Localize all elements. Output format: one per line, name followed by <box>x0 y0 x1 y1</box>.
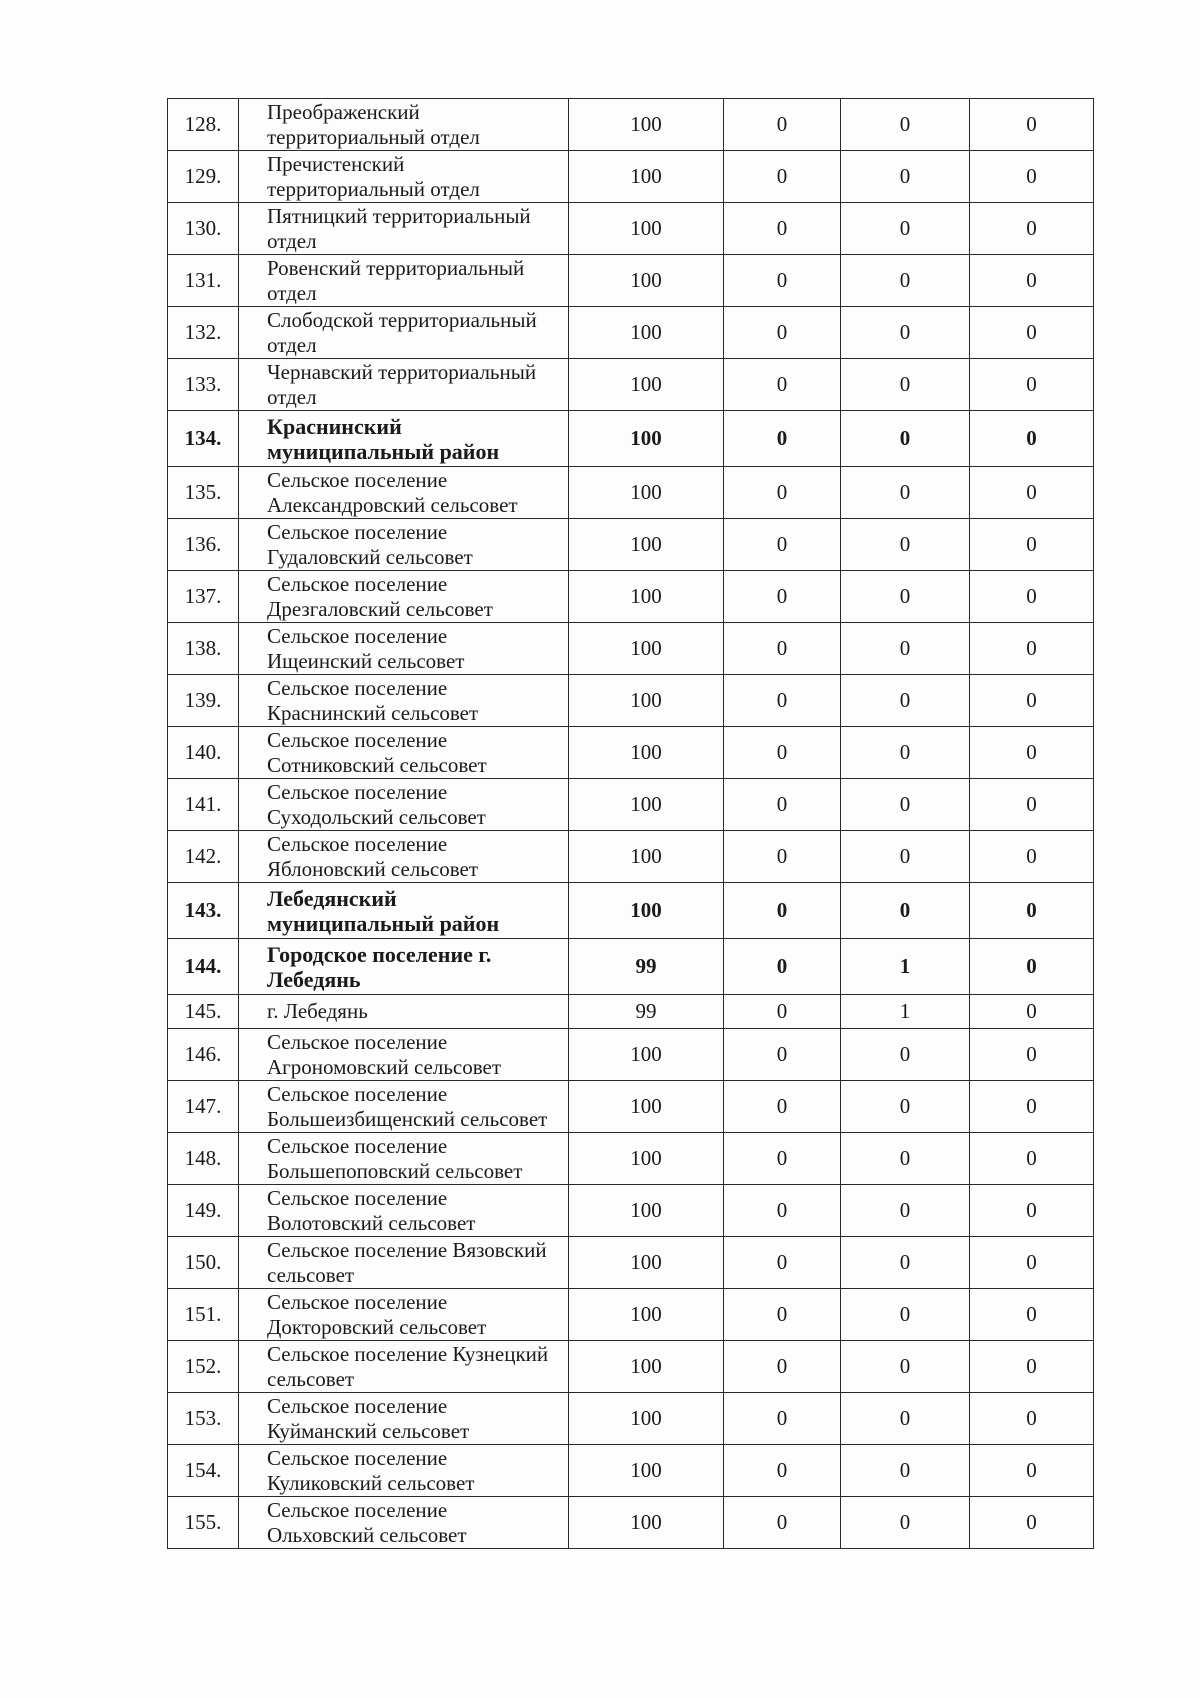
value-col-1: 100 <box>569 1393 724 1445</box>
value-col-3: 0 <box>841 1289 970 1341</box>
value-col-2: 0 <box>724 1237 841 1289</box>
value-col-3: 0 <box>841 99 970 151</box>
value-col-4: 0 <box>970 307 1094 359</box>
value-col-3: 1 <box>841 939 970 995</box>
row-number: 144. <box>168 939 239 995</box>
value-col-2: 0 <box>724 99 841 151</box>
row-number: 145. <box>168 995 239 1029</box>
value-col-4: 0 <box>970 411 1094 467</box>
row-number: 139. <box>168 675 239 727</box>
table-row <box>168 883 1094 939</box>
row-number: 131. <box>168 255 239 307</box>
table-row <box>168 1289 1094 1341</box>
table-row <box>168 831 1094 883</box>
row-number: 155. <box>168 1497 239 1549</box>
row-number: 149. <box>168 1185 239 1237</box>
value-col-3: 0 <box>841 1445 970 1497</box>
value-col-1: 100 <box>569 831 724 883</box>
value-col-2: 0 <box>724 1445 841 1497</box>
value-col-2: 0 <box>724 831 841 883</box>
value-col-2: 0 <box>724 1497 841 1549</box>
row-number: 133. <box>168 359 239 411</box>
row-name: Сельское поселение Большеизбищенский сельсовет <box>239 1081 569 1133</box>
value-col-2: 0 <box>724 1185 841 1237</box>
table-row <box>168 151 1094 203</box>
value-col-2: 0 <box>724 1393 841 1445</box>
value-col-1: 100 <box>569 255 724 307</box>
table-row <box>168 939 1094 995</box>
row-number: 146. <box>168 1029 239 1081</box>
table-row <box>168 727 1094 779</box>
value-col-2: 0 <box>724 779 841 831</box>
row-name: Сельское поселение Докторовский сельсовет <box>239 1289 569 1341</box>
row-name: Сельское поселение Куликовский сельсовет <box>239 1445 569 1497</box>
value-col-2: 0 <box>724 675 841 727</box>
value-col-2: 0 <box>724 411 841 467</box>
value-col-3: 0 <box>841 1237 970 1289</box>
table-row <box>168 1133 1094 1185</box>
row-number: 128. <box>168 99 239 151</box>
row-number: 134. <box>168 411 239 467</box>
value-col-4: 0 <box>970 1237 1094 1289</box>
row-number: 151. <box>168 1289 239 1341</box>
value-col-4: 0 <box>970 203 1094 255</box>
row-name: Лебедянский муниципальный район <box>239 883 569 939</box>
row-name: Сельское поселение Большепоповский сельсовет <box>239 1133 569 1185</box>
row-name: Сельское поселение Ищеинский сельсовет <box>239 623 569 675</box>
value-col-3: 0 <box>841 1185 970 1237</box>
value-col-4: 0 <box>970 779 1094 831</box>
value-col-2: 0 <box>724 203 841 255</box>
value-col-4: 0 <box>970 995 1094 1029</box>
value-col-3: 0 <box>841 1029 970 1081</box>
row-name: г. Лебедянь <box>239 995 569 1029</box>
row-name: Сельское поселение Кузнецкий сельсовет <box>239 1341 569 1393</box>
value-col-2: 0 <box>724 1133 841 1185</box>
value-col-2: 0 <box>724 307 841 359</box>
value-col-1: 100 <box>569 151 724 203</box>
value-col-4: 0 <box>970 571 1094 623</box>
value-col-1: 100 <box>569 1133 724 1185</box>
value-col-4: 0 <box>970 1185 1094 1237</box>
value-col-3: 0 <box>841 1081 970 1133</box>
value-col-3: 0 <box>841 255 970 307</box>
value-col-3: 0 <box>841 883 970 939</box>
value-col-4: 0 <box>970 467 1094 519</box>
table-row <box>168 623 1094 675</box>
value-col-3: 0 <box>841 359 970 411</box>
value-col-4: 0 <box>970 675 1094 727</box>
table-body <box>168 99 1094 1549</box>
row-number: 138. <box>168 623 239 675</box>
table-row <box>168 203 1094 255</box>
value-col-4: 0 <box>970 939 1094 995</box>
row-number: 136. <box>168 519 239 571</box>
value-col-1: 100 <box>569 1497 724 1549</box>
table-row <box>168 411 1094 467</box>
table-row <box>168 1081 1094 1133</box>
row-name: Преображенский территориальный отдел <box>239 99 569 151</box>
value-col-3: 0 <box>841 1497 970 1549</box>
value-col-1: 100 <box>569 411 724 467</box>
row-name: Сельское поселение Гудаловский сельсовет <box>239 519 569 571</box>
row-name: Сельское поселение Краснинский сельсовет <box>239 675 569 727</box>
value-col-1: 99 <box>569 995 724 1029</box>
table-row <box>168 1237 1094 1289</box>
value-col-1: 100 <box>569 571 724 623</box>
value-col-3: 0 <box>841 151 970 203</box>
table-row <box>168 675 1094 727</box>
value-col-1: 99 <box>569 939 724 995</box>
value-col-4: 0 <box>970 727 1094 779</box>
row-name: Пречистенский территориальный отдел <box>239 151 569 203</box>
value-col-2: 0 <box>724 571 841 623</box>
value-col-1: 100 <box>569 727 724 779</box>
value-col-2: 0 <box>724 939 841 995</box>
value-col-3: 0 <box>841 675 970 727</box>
value-col-1: 100 <box>569 203 724 255</box>
value-col-1: 100 <box>569 675 724 727</box>
value-col-4: 0 <box>970 359 1094 411</box>
row-name: Сельское поселение Дрезгаловский сельсовет <box>239 571 569 623</box>
value-col-1: 100 <box>569 1237 724 1289</box>
value-col-3: 0 <box>841 1393 970 1445</box>
value-col-1: 100 <box>569 99 724 151</box>
row-number: 129. <box>168 151 239 203</box>
row-number: 153. <box>168 1393 239 1445</box>
value-col-4: 0 <box>970 255 1094 307</box>
row-number: 141. <box>168 779 239 831</box>
value-col-2: 0 <box>724 1029 841 1081</box>
row-name: Сельское поселение Куйманский сельсовет <box>239 1393 569 1445</box>
value-col-3: 0 <box>841 519 970 571</box>
value-col-1: 100 <box>569 1185 724 1237</box>
value-col-2: 0 <box>724 883 841 939</box>
row-name: Сельское поселение Яблоновский сельсовет <box>239 831 569 883</box>
value-col-1: 100 <box>569 1289 724 1341</box>
value-col-3: 0 <box>841 467 970 519</box>
table-row <box>168 307 1094 359</box>
value-col-2: 0 <box>724 151 841 203</box>
value-col-2: 0 <box>724 467 841 519</box>
row-name: Сельское поселение Вязовский сельсовет <box>239 1237 569 1289</box>
row-name: Сельское поселение Сотниковский сельсовет <box>239 727 569 779</box>
row-number: 150. <box>168 1237 239 1289</box>
value-col-3: 0 <box>841 727 970 779</box>
value-col-4: 0 <box>970 1133 1094 1185</box>
value-col-4: 0 <box>970 1029 1094 1081</box>
value-col-3: 0 <box>841 307 970 359</box>
row-name: Краснинский муниципальный район <box>239 411 569 467</box>
value-col-4: 0 <box>970 1445 1094 1497</box>
value-col-3: 0 <box>841 779 970 831</box>
table-row <box>168 571 1094 623</box>
value-col-4: 0 <box>970 1341 1094 1393</box>
table-row <box>168 1445 1094 1497</box>
row-number: 142. <box>168 831 239 883</box>
row-name: Чернавский территориальный отдел <box>239 359 569 411</box>
value-col-1: 100 <box>569 1341 724 1393</box>
value-col-3: 0 <box>841 1133 970 1185</box>
table-row <box>168 255 1094 307</box>
row-number: 152. <box>168 1341 239 1393</box>
value-col-1: 100 <box>569 1081 724 1133</box>
value-col-2: 0 <box>724 255 841 307</box>
value-col-2: 0 <box>724 359 841 411</box>
table-row <box>168 779 1094 831</box>
row-name: Сельское поселение Александровский сельсовет <box>239 467 569 519</box>
value-col-4: 0 <box>970 883 1094 939</box>
value-col-3: 0 <box>841 411 970 467</box>
row-name: Ровенский территориальный отдел <box>239 255 569 307</box>
value-col-3: 0 <box>841 571 970 623</box>
value-col-2: 0 <box>724 1081 841 1133</box>
row-number: 135. <box>168 467 239 519</box>
statistics-table <box>167 98 1094 1549</box>
value-col-2: 0 <box>724 519 841 571</box>
table-row <box>168 467 1094 519</box>
row-number: 130. <box>168 203 239 255</box>
row-name: Пятницкий территориальный отдел <box>239 203 569 255</box>
row-name: Слободской территориальный отдел <box>239 307 569 359</box>
table-row <box>168 359 1094 411</box>
value-col-3: 1 <box>841 995 970 1029</box>
value-col-1: 100 <box>569 467 724 519</box>
value-col-4: 0 <box>970 1289 1094 1341</box>
row-number: 148. <box>168 1133 239 1185</box>
value-col-4: 0 <box>970 1497 1094 1549</box>
value-col-1: 100 <box>569 307 724 359</box>
row-number: 132. <box>168 307 239 359</box>
value-col-3: 0 <box>841 831 970 883</box>
table-row <box>168 1497 1094 1549</box>
value-col-4: 0 <box>970 831 1094 883</box>
value-col-1: 100 <box>569 883 724 939</box>
value-col-4: 0 <box>970 151 1094 203</box>
value-col-4: 0 <box>970 1081 1094 1133</box>
value-col-1: 100 <box>569 779 724 831</box>
value-col-4: 0 <box>970 623 1094 675</box>
row-number: 137. <box>168 571 239 623</box>
table-row <box>168 519 1094 571</box>
table-row <box>168 995 1094 1029</box>
table-row <box>168 99 1094 151</box>
table-row <box>168 1029 1094 1081</box>
row-number: 140. <box>168 727 239 779</box>
row-name: Сельское поселение Волотовский сельсовет <box>239 1185 569 1237</box>
value-col-3: 0 <box>841 623 970 675</box>
value-col-1: 100 <box>569 623 724 675</box>
value-col-2: 0 <box>724 1341 841 1393</box>
row-number: 147. <box>168 1081 239 1133</box>
value-col-4: 0 <box>970 99 1094 151</box>
row-name: Сельское поселение Агрономовский сельсовет <box>239 1029 569 1081</box>
table-row <box>168 1185 1094 1237</box>
row-name: Сельское поселение Суходольский сельсовет <box>239 779 569 831</box>
table-row <box>168 1393 1094 1445</box>
value-col-3: 0 <box>841 203 970 255</box>
value-col-2: 0 <box>724 623 841 675</box>
table-row <box>168 1341 1094 1393</box>
row-name: Сельское поселение Ольховский сельсовет <box>239 1497 569 1549</box>
value-col-1: 100 <box>569 359 724 411</box>
value-col-2: 0 <box>724 995 841 1029</box>
row-number: 154. <box>168 1445 239 1497</box>
value-col-2: 0 <box>724 727 841 779</box>
value-col-1: 100 <box>569 1445 724 1497</box>
value-col-2: 0 <box>724 1289 841 1341</box>
row-number: 143. <box>168 883 239 939</box>
value-col-4: 0 <box>970 1393 1094 1445</box>
value-col-3: 0 <box>841 1341 970 1393</box>
value-col-1: 100 <box>569 1029 724 1081</box>
value-col-1: 100 <box>569 519 724 571</box>
row-name: Городское поселение г. Лебедянь <box>239 939 569 995</box>
value-col-4: 0 <box>970 519 1094 571</box>
